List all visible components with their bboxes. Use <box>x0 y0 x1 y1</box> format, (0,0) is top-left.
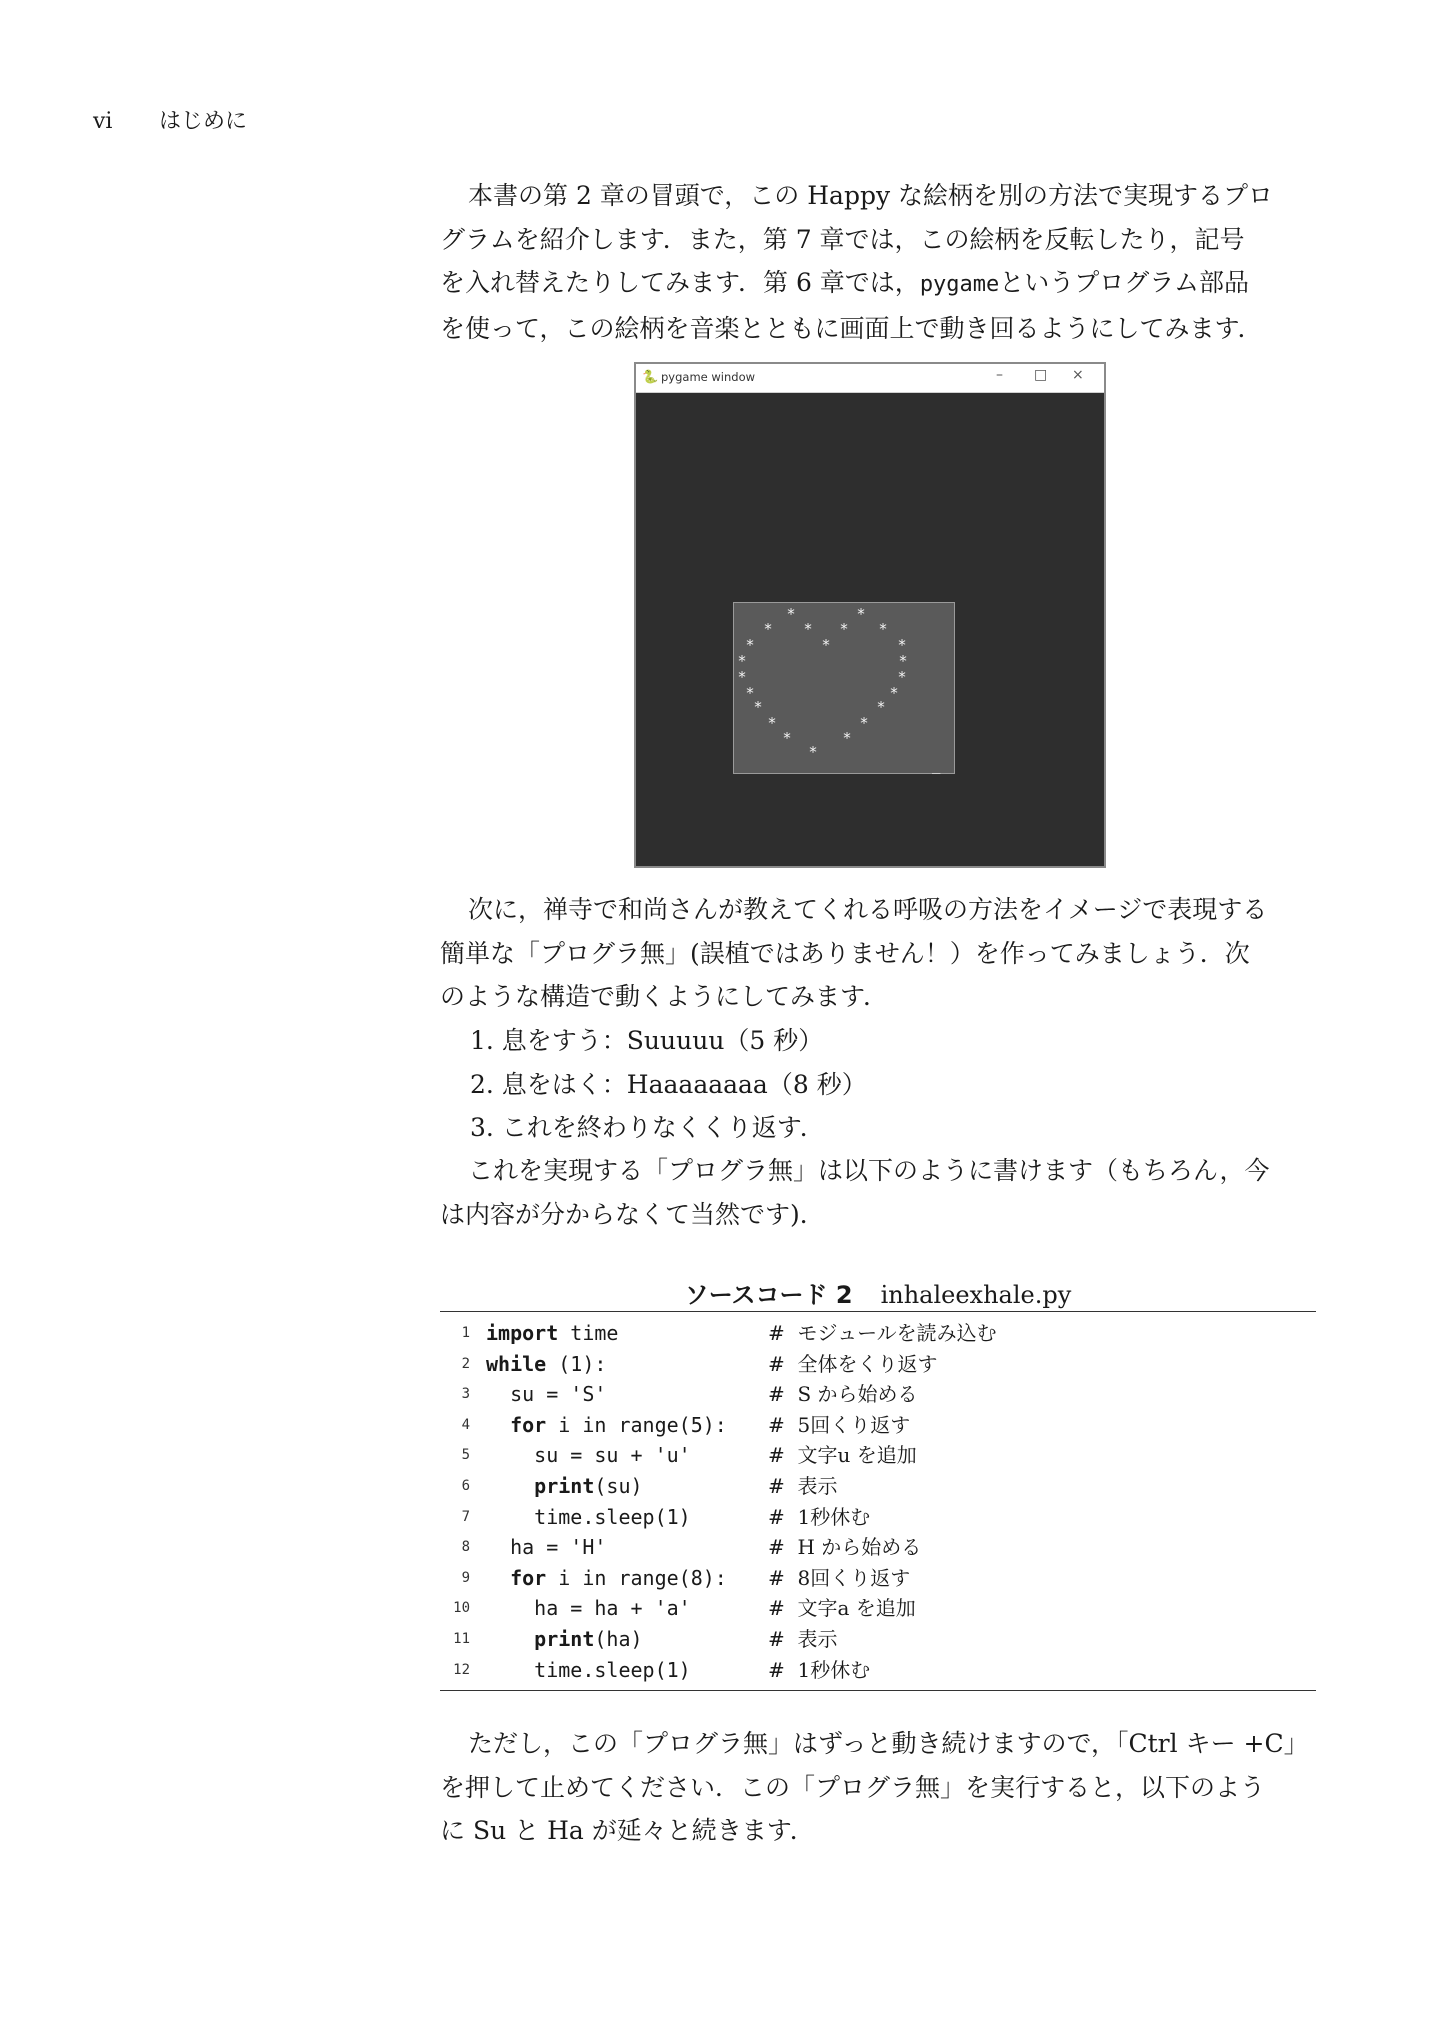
pygame-snake-icon: 🐍 <box>642 370 659 385</box>
keyword: print <box>534 1473 595 1498</box>
keyword: import <box>486 1321 559 1345</box>
code-line <box>440 1532 1316 1563</box>
paragraph-4 <box>440 1722 1316 1853</box>
star-glyph: * <box>767 714 777 732</box>
paragraph-line: を押して止めてください．この「プログラ無」を実行すると，以下のよう <box>440 1772 1266 1802</box>
code-text: import time <box>486 1321 619 1345</box>
code-comment: # 文字a を追加 <box>768 1596 916 1621</box>
star-glyph: * <box>897 668 907 686</box>
paragraph-3 <box>440 1149 1316 1236</box>
code-text: su = 'S' <box>510 1382 607 1407</box>
code-comment: # S から始める <box>768 1382 918 1407</box>
code-text: ha = ha + 'a' <box>534 1596 691 1621</box>
star-glyph: * <box>821 636 831 654</box>
list-item: 2. 息をはく：Haaaaaaaa（8 秒） <box>470 1069 867 1099</box>
code-comment: # 1秒休む <box>768 1657 871 1682</box>
line-number: 6 <box>461 1477 470 1494</box>
running-header <box>93 104 247 135</box>
inline-code: pygame <box>919 272 1000 297</box>
star-glyph: * <box>897 636 907 654</box>
code-text: print(su) <box>534 1473 643 1498</box>
star-glyph: * <box>745 636 755 654</box>
keyword: print <box>534 1626 595 1651</box>
text-cursor: _ <box>932 758 941 774</box>
window-title: pygame window <box>661 370 756 384</box>
code-line <box>440 1410 1316 1441</box>
code-text: for i in range(8): <box>510 1565 727 1590</box>
code-comment: # 表示 <box>768 1473 838 1498</box>
paragraph-2 <box>440 888 1316 1019</box>
pygame-window-screenshot <box>634 362 1106 868</box>
paragraph-line: 次に，禅寺で和尚さんが教えてくれる呼吸の方法をイメージで表現する <box>468 895 1268 924</box>
keyword: while <box>486 1351 547 1376</box>
code-comment: # 5回くり返す <box>768 1412 911 1437</box>
code-line <box>440 1624 1316 1655</box>
line-number: 12 <box>453 1661 470 1678</box>
code-comment: # 文字u を追加 <box>768 1443 917 1468</box>
star-glyph: * <box>856 605 866 623</box>
keyword: for <box>510 1412 547 1437</box>
maximize-icon: □ <box>1034 367 1048 383</box>
star-glyph: * <box>782 729 792 747</box>
code-comment: # 全体をくり返す <box>768 1351 938 1376</box>
heart-of-stars <box>636 364 1104 866</box>
paragraph-line: に Su と Ha が延々と続きます． <box>440 1816 815 1845</box>
line-number: 7 <box>461 1508 470 1525</box>
paragraph-line: 本書の第 2 章の冒頭で，この Happy な絵柄を別の方法で実現するプロ <box>468 181 1274 210</box>
listing-bottom-rule <box>440 1690 1316 1691</box>
paragraph-line: を入れ替えたりしてみます．第 6 章では，pygameというプログラム部品 <box>440 268 1250 297</box>
star-glyph: * <box>786 605 796 623</box>
star-glyph: * <box>745 684 755 702</box>
star-glyph: * <box>859 714 869 732</box>
star-glyph: * <box>803 620 813 638</box>
code-comment: # 1秒休む <box>768 1504 871 1529</box>
code-line <box>440 1318 1316 1349</box>
code-comment: # 8回くり返す <box>768 1565 911 1590</box>
code-comment: # H から始める <box>768 1535 922 1560</box>
code-text: while (1): <box>486 1351 607 1376</box>
section-title: はじめに <box>159 109 248 134</box>
code-line <box>440 1349 1316 1380</box>
page-number: vi <box>93 109 113 134</box>
close-icon: × <box>1072 367 1084 383</box>
code-line <box>440 1655 1316 1686</box>
star-glyph: * <box>889 684 899 702</box>
line-number: 5 <box>461 1447 470 1464</box>
code-line <box>440 1440 1316 1471</box>
star-glyph: * <box>878 620 888 638</box>
line-number: 2 <box>461 1355 470 1372</box>
code-line <box>440 1471 1316 1502</box>
listing-top-rule <box>440 1311 1316 1312</box>
star-glyph: * <box>839 620 849 638</box>
line-number: 4 <box>461 1416 470 1433</box>
listing-filename: inhaleexhale.py <box>880 1281 1072 1309</box>
paragraph-line: を使って，この絵柄を音楽とともに画面上で動き回るようにしてみます． <box>440 313 1263 343</box>
step-list <box>470 1019 867 1150</box>
code-text: for i in range(5): <box>510 1412 727 1437</box>
star-glyph: * <box>753 698 763 716</box>
line-number: 8 <box>461 1539 470 1556</box>
keyword: for <box>510 1565 547 1590</box>
line-number: 11 <box>453 1630 470 1647</box>
code-text: time.sleep(1) <box>534 1657 691 1682</box>
paragraph-line: ただし，この「プログラ無」はずっと動き続けますので，「Ctrl キー +C」 <box>468 1729 1309 1758</box>
code-comment: # 表示 <box>768 1626 838 1651</box>
code-text: time.sleep(1) <box>534 1504 691 1529</box>
code-line <box>440 1593 1316 1624</box>
line-number: 3 <box>461 1386 470 1403</box>
code-line <box>440 1379 1316 1410</box>
list-item: 3. これを終わりなくくり返す． <box>470 1113 825 1142</box>
line-number: 1 <box>461 1325 470 1341</box>
paragraph-line: は内容が分からなくて当然です)． <box>440 1199 825 1229</box>
star-glyph: * <box>898 652 908 670</box>
paragraph-line: これを実現する「プログラ無」は以下のように書けます（もちろん，今 <box>468 1156 1270 1185</box>
star-glyph: * <box>763 620 773 638</box>
paragraph-line: のような構造で動くようにしてみます． <box>440 982 889 1011</box>
listing-caption <box>440 1275 1316 1310</box>
code-comment: # モジュールを読み込む <box>768 1321 997 1345</box>
paragraph-line: グラムを紹介します．また，第 7 章では，この絵柄を反転したり，記号 <box>440 224 1245 254</box>
code-line <box>440 1502 1316 1533</box>
code-text: su = su + 'u' <box>534 1443 691 1468</box>
list-item: 1. 息をすう：Suuuuu（5 秒） <box>470 1026 824 1055</box>
star-glyph: * <box>808 743 818 761</box>
star-glyph: * <box>737 652 747 670</box>
listing-label: ソースコード 2 <box>684 1281 853 1309</box>
paragraph-line: 簡単な「プログラ無」(誤植ではありません！）を作ってみましょう．次 <box>440 938 1250 968</box>
line-number: 10 <box>453 1600 470 1617</box>
minimize-icon: – <box>996 367 1003 383</box>
star-glyph: * <box>737 668 747 686</box>
star-glyph: * <box>876 698 886 716</box>
code-listing <box>440 1318 1316 1685</box>
code-line <box>440 1563 1316 1594</box>
code-text: ha = 'H' <box>510 1535 607 1560</box>
star-glyph: * <box>842 729 852 747</box>
paragraph-1 <box>440 174 1316 350</box>
code-text: print(ha) <box>534 1626 643 1651</box>
line-number: 9 <box>461 1569 470 1586</box>
